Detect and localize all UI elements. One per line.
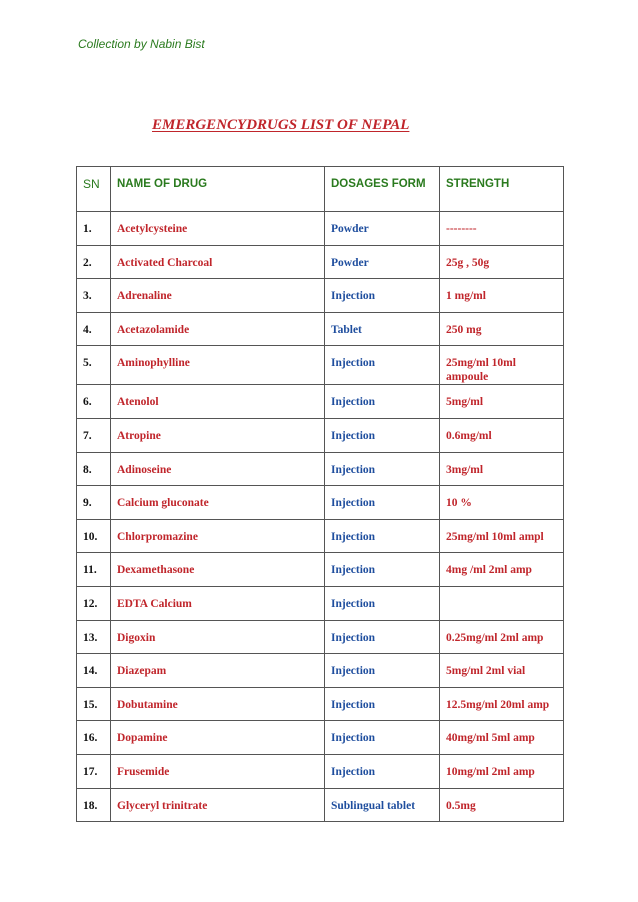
table-row (77, 553, 564, 587)
cell-drug-name: Activated Charcoal (111, 245, 325, 279)
cell-strength: 10mg/ml 2ml amp (440, 754, 564, 788)
cell-dosage-form: Injection (325, 754, 440, 788)
cell-dosage-form: Powder (325, 212, 440, 246)
drug-table (76, 166, 564, 822)
table-row (77, 212, 564, 246)
cell-sn: 11. (77, 553, 111, 587)
cell-drug-name: Acetylcysteine (111, 212, 325, 246)
cell-drug-name: Frusemide (111, 754, 325, 788)
cell-drug-name: Glyceryl trinitrate (111, 788, 325, 822)
table-row (77, 654, 564, 688)
cell-drug-name: Adrenaline (111, 279, 325, 313)
table-row (77, 245, 564, 279)
cell-sn: 9. (77, 486, 111, 520)
cell-drug-name: Dopamine (111, 721, 325, 755)
cell-sn: 12. (77, 586, 111, 620)
cell-dosage-form: Injection (325, 418, 440, 452)
cell-dosage-form: Injection (325, 486, 440, 520)
cell-strength: 12.5mg/ml 20ml amp (440, 687, 564, 721)
cell-dosage-form: Injection (325, 519, 440, 553)
cell-strength: 40mg/ml 5ml amp (440, 721, 564, 755)
column-header-sn: SN (77, 167, 111, 212)
table-row (77, 385, 564, 419)
column-header-name: NAME OF DRUG (111, 167, 325, 212)
cell-strength: 25mg/ml 10ml ampoule (440, 346, 564, 385)
cell-sn: 7. (77, 418, 111, 452)
cell-dosage-form: Tablet (325, 312, 440, 346)
collector-credit: Collection by Nabin Bist (78, 37, 205, 51)
cell-drug-name: Digoxin (111, 620, 325, 654)
cell-sn: 4. (77, 312, 111, 346)
table-row (77, 620, 564, 654)
cell-drug-name: Dexamethasone (111, 553, 325, 587)
cell-drug-name: EDTA Calcium (111, 586, 325, 620)
cell-drug-name: Chlorpromazine (111, 519, 325, 553)
cell-strength: 5mg/ml 2ml vial (440, 654, 564, 688)
cell-dosage-form: Sublingual tablet (325, 788, 440, 822)
cell-sn: 15. (77, 687, 111, 721)
cell-drug-name: Dobutamine (111, 687, 325, 721)
cell-strength: 3mg/ml (440, 452, 564, 486)
cell-drug-name: Atenolol (111, 385, 325, 419)
cell-sn: 18. (77, 788, 111, 822)
table-row (77, 754, 564, 788)
table-row (77, 312, 564, 346)
cell-strength: 25g , 50g (440, 245, 564, 279)
cell-sn: 3. (77, 279, 111, 313)
table-header-row (77, 167, 564, 212)
cell-sn: 5. (77, 346, 111, 385)
cell-drug-name: Adinoseine (111, 452, 325, 486)
cell-strength: 4mg /ml 2ml amp (440, 553, 564, 587)
table-row (77, 687, 564, 721)
cell-drug-name: Aminophylline (111, 346, 325, 385)
table-body (77, 212, 564, 822)
table-row (77, 279, 564, 313)
cell-strength: 250 mg (440, 312, 564, 346)
cell-strength: -------- (440, 212, 564, 246)
cell-sn: 16. (77, 721, 111, 755)
cell-dosage-form: Injection (325, 687, 440, 721)
cell-strength: 0.25mg/ml 2ml amp (440, 620, 564, 654)
cell-dosage-form: Injection (325, 279, 440, 313)
table-row (77, 519, 564, 553)
document-title: EMERGENCYDRUGS LIST OF NEPAL (152, 117, 410, 133)
column-header-strength: STRENGTH (440, 167, 564, 212)
cell-sn: 1. (77, 212, 111, 246)
cell-dosage-form: Injection (325, 721, 440, 755)
table-row (77, 721, 564, 755)
cell-strength: 0.6mg/ml (440, 418, 564, 452)
cell-dosage-form: Injection (325, 586, 440, 620)
cell-dosage-form: Injection (325, 385, 440, 419)
cell-sn: 17. (77, 754, 111, 788)
cell-strength: 25mg/ml 10ml ampl (440, 519, 564, 553)
cell-strength: 10 % (440, 486, 564, 520)
cell-drug-name: Diazepam (111, 654, 325, 688)
table-row (77, 418, 564, 452)
cell-sn: 14. (77, 654, 111, 688)
cell-drug-name: Calcium gluconate (111, 486, 325, 520)
cell-sn: 10. (77, 519, 111, 553)
cell-drug-name: Acetazolamide (111, 312, 325, 346)
cell-dosage-form: Powder (325, 245, 440, 279)
table-row (77, 486, 564, 520)
cell-sn: 8. (77, 452, 111, 486)
cell-drug-name: Atropine (111, 418, 325, 452)
cell-strength: 1 mg/ml (440, 279, 564, 313)
cell-sn: 6. (77, 385, 111, 419)
cell-dosage-form: Injection (325, 346, 440, 385)
cell-dosage-form: Injection (325, 620, 440, 654)
cell-dosage-form: Injection (325, 553, 440, 587)
cell-dosage-form: Injection (325, 654, 440, 688)
cell-strength (440, 586, 564, 620)
cell-strength: 5mg/ml (440, 385, 564, 419)
cell-sn: 13. (77, 620, 111, 654)
table-row (77, 586, 564, 620)
cell-sn: 2. (77, 245, 111, 279)
cell-dosage-form: Injection (325, 452, 440, 486)
table-row (77, 346, 564, 385)
table-row (77, 788, 564, 822)
table-row (77, 452, 564, 486)
cell-strength: 0.5mg (440, 788, 564, 822)
column-header-form: DOSAGES FORM (325, 167, 440, 212)
